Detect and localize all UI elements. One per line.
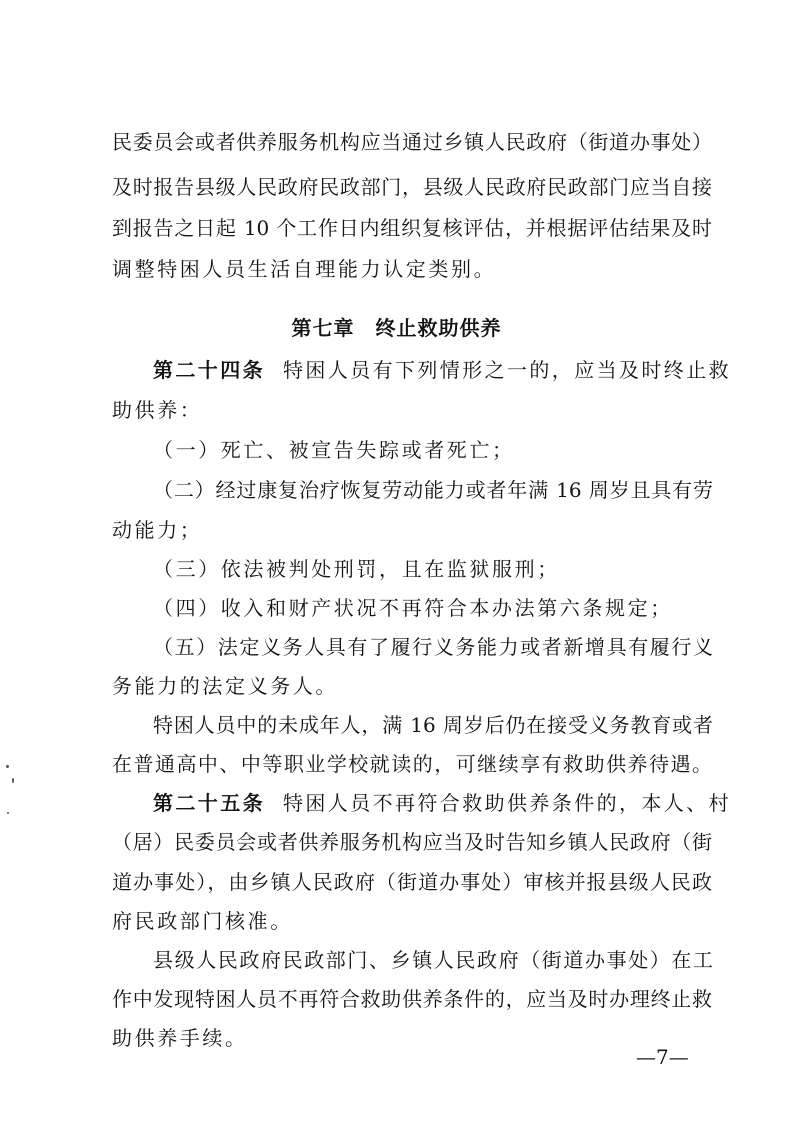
text-line: 作中发现特困人员不再符合救助供养条件的，应当及时办理终止救 xyxy=(112,987,712,1011)
text-line: 助供养： xyxy=(112,398,203,422)
text-line: 县级人民政府民政部门、乡镇人民政府（街道办事处）在工 xyxy=(153,948,713,972)
list-item: （一）死亡、被宣告失踪或者死亡； xyxy=(153,438,515,462)
text-line: 在普通高中、中等职业学校就读的，可继续享有救助供养待遇。 xyxy=(112,752,712,776)
chapter-title: 第七章 终止救助供养 xyxy=(291,316,502,340)
text-line: 动能力； xyxy=(112,518,203,542)
page-number: —7— xyxy=(636,1045,689,1069)
scan-speck xyxy=(12,778,14,783)
text-line: （居）民委员会或者供养服务机构应当及时告知乡镇人民政府（街 xyxy=(112,830,712,854)
scan-speck xyxy=(6,765,9,768)
article-24-first-line xyxy=(153,356,731,384)
text-line: 民委员会或者供养服务机构应当通过乡镇人民政府（街道办事处） xyxy=(112,130,712,154)
text-line: 到报告之日起 10 个工作日内组织复核评估，并根据评估结果及时 xyxy=(112,216,712,240)
list-item: （二）经过康复治疗恢复劳动能力或者年满 16 周岁且具有劳 xyxy=(153,478,713,502)
text-line: 府民政部门核准。 xyxy=(112,909,293,933)
text-line: 道办事处），由乡镇人民政府（街道办事处）审核并报县级人民政 xyxy=(112,870,712,894)
scan-speck xyxy=(7,812,9,814)
text-line: 特困人员中的未成年人，满 16 周岁后仍在接受义务教育或者 xyxy=(153,713,713,737)
article-25-first-line xyxy=(153,789,731,817)
text-line: 助供养手续。 xyxy=(112,1026,248,1050)
article-24-text: 特困人员有下列情形之一的，应当及时终止救 xyxy=(283,358,731,382)
article-25-text: 特困人员不再符合救助供养条件的，本人、村 xyxy=(283,791,731,815)
text-line: 务能力的法定义务人。 xyxy=(112,674,338,698)
list-item: （三）依法被判处刑罚，且在监狱服刑； xyxy=(153,557,560,581)
text-line: 及时报告县级人民政府民政部门，县级人民政府民政部门应当自接 xyxy=(112,175,712,199)
text-line: 调整特困人员生活自理能力认定类别。 xyxy=(112,257,497,281)
article-25-heading: 第二十五条 xyxy=(153,791,265,815)
article-24-heading: 第二十四条 xyxy=(153,358,265,382)
list-item: （五）法定义务人具有了履行义务能力或者新增具有履行义 xyxy=(153,635,713,659)
list-item: （四）收入和财产状况不再符合本办法第六条规定； xyxy=(153,596,673,620)
